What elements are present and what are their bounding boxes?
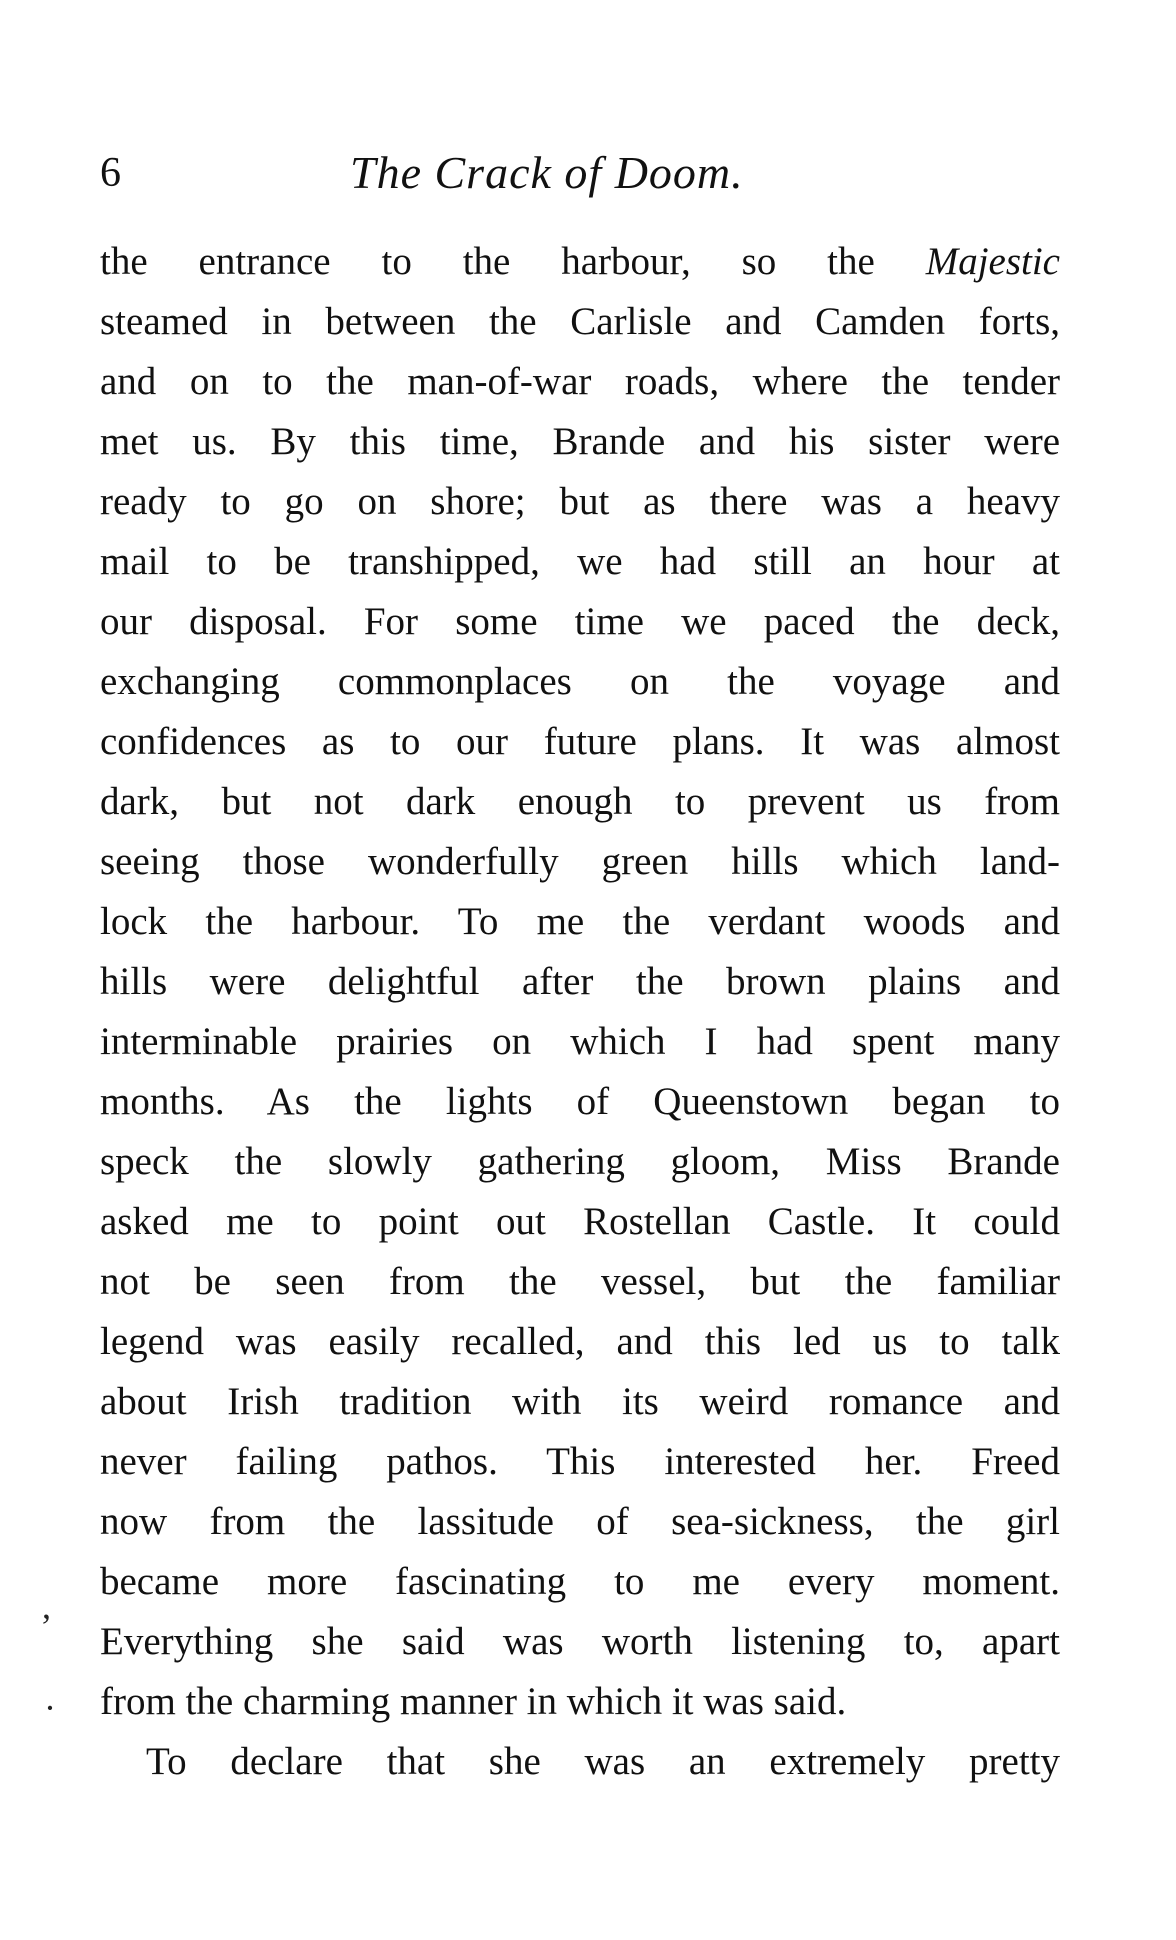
text-line-4: met us. By this time, Brande and his sister were xyxy=(100,420,1060,463)
text-line-1 xyxy=(100,232,1060,292)
text-line-20: about Irish tradition with its weird romance and xyxy=(100,1380,1060,1423)
text-line-17: asked me to point out Rostellan Castle. It could xyxy=(100,1200,1060,1243)
running-title: The Crack of Doom. xyxy=(350,147,744,198)
text-line-2: steamed in between the Carlisle and Camden forts, xyxy=(100,300,1060,343)
text-line-3: and on to the man-of-war roads, where the tender xyxy=(100,360,1060,403)
body-text xyxy=(100,232,1060,1792)
text-line-12: lock the harbour. To me the verdant woods and xyxy=(100,900,1060,943)
ship-name-majestic: Majestic xyxy=(925,240,1060,283)
text-line-7: our disposal. For some time we paced the deck, xyxy=(100,600,1060,643)
text-line-26: To declare that she was an extremely pretty xyxy=(146,1740,1060,1783)
text-line-24: Everything she said was worth listening to, apart xyxy=(100,1620,1060,1663)
text-line-6: mail to be transhipped, we had still an hour at xyxy=(100,540,1060,583)
text-line-5: ready to go on shore; but as there was a heavy xyxy=(100,480,1060,523)
text-line-15: months. As the lights of Queenstown began to xyxy=(100,1080,1060,1123)
text-line-13: hills were delightful after the brown plains and xyxy=(100,960,1060,1003)
margin-comma-mark: , xyxy=(42,1586,51,1626)
text-line-10: dark, but not dark enough to prevent us from xyxy=(100,780,1060,823)
text-line-9: confidences as to our future plans. It was almost xyxy=(100,720,1060,763)
text-line-19: legend was easily recalled, and this led us to talk xyxy=(100,1320,1060,1363)
text-line-18: not be seen from the vessel, but the familiar xyxy=(100,1260,1060,1303)
text-line-21: never failing pathos. This interested her. Freed xyxy=(100,1440,1060,1483)
text-line-16: speck the slowly gathering gloom, Miss Brande xyxy=(100,1140,1060,1183)
margin-dot-mark: · xyxy=(44,1688,56,1728)
page-number: 6 xyxy=(100,150,121,196)
text-line-8: exchanging commonplaces on the voyage and xyxy=(100,660,1060,703)
text-line-25: from the charming manner in which it was said. xyxy=(100,1680,847,1723)
text-line-23: became more fascinating to me every moment. xyxy=(100,1560,1060,1603)
text-line-1-a: the entrance to the harbour, so the xyxy=(100,240,875,283)
text-line-22: now from the lassitude of sea-sickness, the girl xyxy=(100,1500,1060,1543)
text-line-14: interminable prairies on which I had spent many xyxy=(100,1020,1060,1063)
text-line-11: seeing those wonderfully green hills which land- xyxy=(100,840,1060,883)
